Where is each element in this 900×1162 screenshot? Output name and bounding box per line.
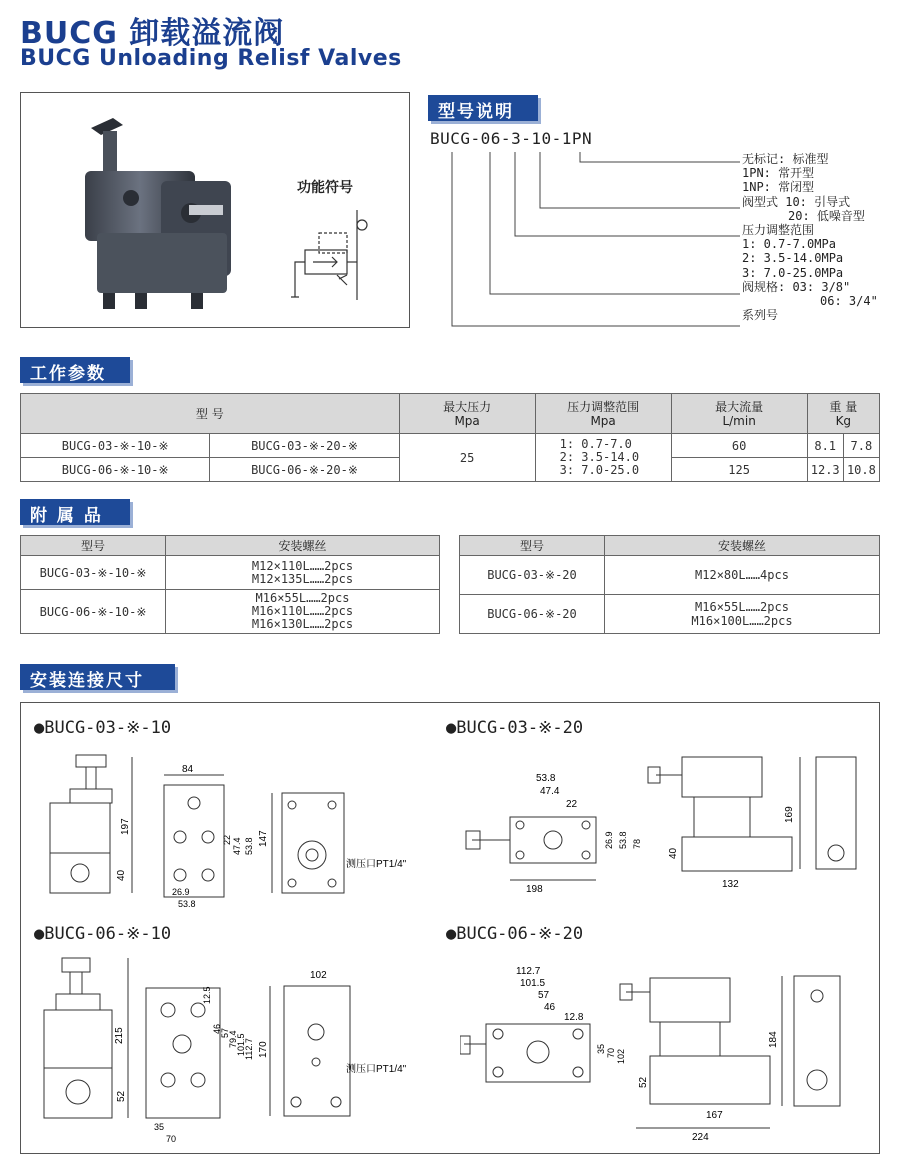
dim-46: 46 xyxy=(544,1002,556,1013)
dim-167: 167 xyxy=(706,1110,723,1121)
note-size-06: 06: 3/4" xyxy=(820,294,878,309)
dim-101-5: 101.5 xyxy=(236,1033,246,1056)
dim-53-8b: 53.8 xyxy=(618,831,628,849)
col-weight: 重 量 Kg xyxy=(807,394,879,434)
dim-12-8: 12.8 xyxy=(564,1012,584,1023)
dim-84: 84 xyxy=(182,764,194,775)
dim-26-9: 26.9 xyxy=(604,831,614,849)
dim-40: 40 xyxy=(668,847,679,859)
table-row: BUCG-03-※-10-※ BUCG-03-※-20-※ 25 1: 0.7-7.0 2: 3.5-14.0 3: 7.0-25.0 60 8.1 7.8 xyxy=(21,434,880,458)
dim-170: 170 xyxy=(258,1041,269,1058)
note-1pn: 1PN: 常开型 xyxy=(742,166,815,181)
dim-40: 40 xyxy=(116,869,127,881)
page-title-cn: BUCG 卸载溢流阀 xyxy=(20,16,285,51)
page-title-en: BUCG Unloading Relisf Valves xyxy=(20,46,402,71)
dim-22: 22 xyxy=(566,799,578,810)
drawing-03-10 xyxy=(40,745,440,915)
drawing-title-06-10: ●BUCG-06-※-10 xyxy=(34,924,172,944)
note-pressure-range: 压力调整范围 xyxy=(742,223,815,238)
drawing-06-20 xyxy=(460,952,870,1148)
dim-102: 102 xyxy=(616,1048,626,1064)
hydraulic-symbol xyxy=(277,205,377,305)
table-row: BUCG-06-※-10-※ M16×55L……2pcs M16×110L……2pcs M16×130L……2pcs xyxy=(21,590,440,634)
col-range: 压力调整范围 Mpa xyxy=(535,394,671,434)
dim-46: 46 xyxy=(212,1023,222,1034)
dim-198: 198 xyxy=(526,884,543,895)
dim-215: 215 xyxy=(114,1027,125,1044)
model-section-title: 型号说明 xyxy=(428,95,538,121)
drawing-title-03-20: ●BUCG-03-※-20 xyxy=(446,718,584,738)
table-row: BUCG-03-※-20 M12×80L……4pcs xyxy=(460,556,880,595)
model-notes xyxy=(742,152,878,322)
dim-57: 57 xyxy=(538,990,550,1001)
dim-53-8: 53.8 xyxy=(244,837,254,855)
dim-184: 184 xyxy=(768,1031,779,1048)
dim-101-5: 101.5 xyxy=(520,978,546,989)
dim-47-4: 47.4 xyxy=(540,786,560,797)
dim-79-4: 79.4 xyxy=(228,1030,238,1048)
drawing-title-06-20: ●BUCG-06-※-20 xyxy=(446,924,584,944)
model-code-leaders xyxy=(430,148,760,332)
dim-197: 197 xyxy=(120,818,131,835)
dim-102: 102 xyxy=(310,970,327,981)
dim-52: 52 xyxy=(638,1076,649,1088)
dim-169: 169 xyxy=(784,806,795,823)
table-row: BUCG-06-※-10-※ BUCG-06-※-20-※ 125 12.3 10.8 xyxy=(21,458,880,482)
gauge-port-label: 测压口PT1/4" xyxy=(346,1064,407,1075)
dim-147: 147 xyxy=(258,830,269,847)
note-1np: 1NP: 常闭型 xyxy=(742,180,815,195)
col-model: 型 号 xyxy=(21,394,400,434)
product-photo-panel xyxy=(20,92,410,328)
valve-photo xyxy=(41,93,261,327)
dim-70: 70 xyxy=(166,1134,177,1144)
dim-22: 22 xyxy=(222,834,232,845)
dim-53-8b: 53.8 xyxy=(178,899,196,909)
drawing-06-10 xyxy=(40,952,440,1148)
accessories-table-right: 型号 安装螺丝 BUCG-03-※-20 M12×80L……4pcs BUCG-06-※-20 M16×55L……2pcs M16×100L……2pcs xyxy=(459,535,880,634)
dim-35: 35 xyxy=(596,1043,606,1054)
params-section-title: 工作参数 xyxy=(20,357,130,383)
note-range-2: 2: 3.5-14.0MPa xyxy=(742,251,844,266)
dim-70: 70 xyxy=(606,1047,616,1058)
dim-12-5: 12.5 xyxy=(202,986,212,1004)
dim-132: 132 xyxy=(722,879,739,890)
gauge-port-label: 测压口PT1/4" xyxy=(346,859,407,870)
symbol-label: 功能符号 xyxy=(297,180,353,196)
note-range-1: 1: 0.7-7.0MPa xyxy=(742,237,836,252)
accessories-section-title: 附 属 品 xyxy=(20,499,130,525)
note-range-3: 3: 7.0-25.0MPa xyxy=(742,265,844,280)
note-series: 系列号 xyxy=(742,308,779,323)
col-pressure: 最大压力 Mpa xyxy=(399,394,535,434)
dim-224: 224 xyxy=(692,1132,709,1143)
dim-57: 57 xyxy=(220,1027,230,1038)
note-size: 阀规格: 03: 3/8" xyxy=(742,279,851,294)
accessories-table-left: 型号 安装螺丝 BUCG-03-※-10-※ M12×110L……2pcs M12×135L……2pcs BUCG-06-※-10-※ M16×55L……2pcs M16×110L……2pcs M16×130L……2pcs xyxy=(20,535,440,634)
note-valve-type: 阀型式 10: 引导式 xyxy=(742,194,851,209)
params-table xyxy=(20,393,880,482)
dim-112-7: 112.7 xyxy=(244,1038,254,1060)
dim-53-8: 53.8 xyxy=(536,773,556,784)
dimensions-section-title: 安装连接尺寸 xyxy=(20,664,175,690)
table-row: BUCG-03-※-10-※ M12×110L……2pcs M12×135L……2pcs xyxy=(21,556,440,590)
col-flow: 最大流量 L/min xyxy=(671,394,807,434)
note-low-noise: 20: 低噪音型 xyxy=(788,208,865,223)
dim-26-9: 26.9 xyxy=(172,887,190,897)
model-code: BUCG-06-3-10-1PN xyxy=(430,129,593,148)
dim-47-4: 47.4 xyxy=(232,837,242,855)
dim-112-7: 112.7 xyxy=(516,966,541,977)
dim-52: 52 xyxy=(116,1090,127,1102)
drawing-title-03-10: ●BUCG-03-※-10 xyxy=(34,718,172,738)
table-row: BUCG-06-※-20 M16×55L……2pcs M16×100L……2pcs xyxy=(460,595,880,634)
dim-78: 78 xyxy=(632,838,642,849)
note-standard: 无标记: 标准型 xyxy=(742,152,829,166)
drawing-03-20 xyxy=(460,745,870,895)
dim-35: 35 xyxy=(154,1122,165,1132)
